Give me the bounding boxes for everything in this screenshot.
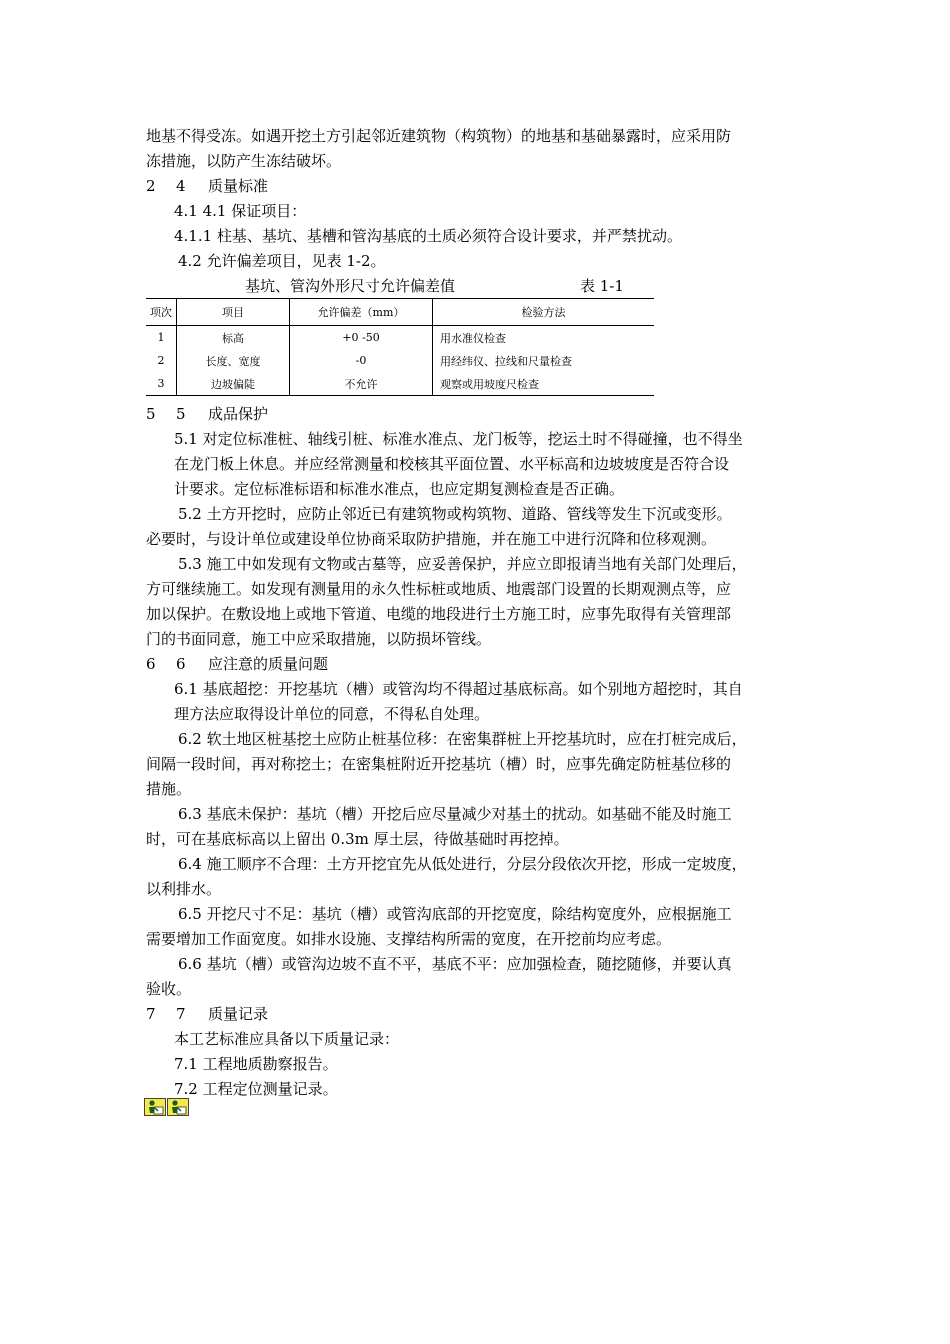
section-number: 7 bbox=[146, 1005, 156, 1023]
table-cell: 标高 bbox=[177, 326, 290, 350]
paragraph-line: 7.1 工程地质勘察报告。 bbox=[174, 1055, 338, 1073]
paragraph-line: 4.1 4.1 保证项目： bbox=[174, 202, 307, 220]
paragraph-line: 理方法应取得设计单位的同意，不得私自处理。 bbox=[174, 705, 490, 723]
section-heading-7 bbox=[146, 1002, 268, 1026]
paragraph-line: 地基不得受冻。如遇开挖土方引起邻近建筑物（构筑物）的地基和基础暴露时，应采用防 bbox=[146, 127, 732, 145]
paragraph-line: 6.4 施工顺序不合理：土方开挖宜先从低处进行，分层分段依次开挖，形成一定坡度， bbox=[178, 855, 747, 873]
section-subnumber: 7 bbox=[176, 1005, 186, 1023]
paragraph-line: 4.2 允许偏差项目，见表 1-2。 bbox=[178, 252, 386, 270]
paragraph-line: 以利排水。 bbox=[146, 880, 222, 898]
paragraph-line: 5.1 对定位标准桩、轴线引桩、标准水准点、龙门板等，挖运土时不得碰撞，也不得坐 bbox=[174, 430, 743, 448]
table-cell: 边坡偏陡 bbox=[177, 372, 290, 396]
paragraph-line: 时，可在基底标高以上留出 0.3m 厚土层，待做基础时再挖掉。 bbox=[146, 830, 569, 848]
section-title: 应注意的质量问题 bbox=[208, 655, 329, 673]
paragraph-line: 需要增加工作面宽度。如排水设施、支撑结构所需的宽度，在开挖前均应考虑。 bbox=[146, 930, 672, 948]
section-number: 6 bbox=[146, 655, 156, 673]
table-row bbox=[146, 349, 654, 372]
paragraph-line: 必要时，与设计单位或建设单位协商采取防护措施，并在施工中进行沉降和位移观测。 bbox=[146, 530, 717, 548]
table-cell: 观察或用坡度尺检查 bbox=[433, 372, 655, 396]
paragraph-line: 冻措施，以防产生冻结破坏。 bbox=[146, 152, 342, 170]
table-row bbox=[146, 372, 654, 396]
table-cell: -0 bbox=[290, 349, 433, 372]
section-number: 5 bbox=[146, 405, 156, 423]
table-title: 基坑、管沟外形尺寸允许偏差值 bbox=[245, 277, 456, 295]
paragraph-line: 加以保护。在敷设地上或地下管道、电缆的地段进行土方施工时，应事先取得有关管理部 bbox=[146, 605, 732, 623]
section-title: 质量标准 bbox=[208, 177, 269, 195]
section-subnumber: 4 bbox=[176, 177, 186, 195]
section-title: 质量记录 bbox=[208, 1005, 269, 1023]
person-icon[interactable] bbox=[167, 1098, 189, 1116]
paragraph-line: 计要求。定位标准标语和标准水准点，也应定期复测检查是否正确。 bbox=[174, 480, 625, 498]
paragraph-line: 6.3 基底未保护：基坑（槽）开挖后应尽量减少对基土的扰动。如基础不能及时施工 bbox=[178, 805, 732, 823]
paragraph-line: 5.2 土方开挖时，应防止邻近已有建筑物或构筑物、道路、管线等发生下沉或变形。 bbox=[178, 505, 732, 523]
section-number: 2 bbox=[146, 177, 156, 195]
paragraph-line: 6.6 基坑（槽）或管沟边坡不直不平，基底不平：应加强检查，随挖随修，并要认真 bbox=[178, 955, 732, 973]
icon-group bbox=[144, 1098, 190, 1116]
table-cell: +0 -50 bbox=[290, 326, 433, 350]
paragraph-line: 措施。 bbox=[146, 780, 192, 798]
paragraph-line: 本工艺标准应具备以下质量记录： bbox=[174, 1030, 400, 1048]
section-heading-5 bbox=[146, 402, 268, 426]
person-icon[interactable] bbox=[144, 1098, 166, 1116]
section-subnumber: 5 bbox=[176, 405, 186, 423]
header-cell: 项次 bbox=[146, 299, 177, 326]
table-label: 表 1-1 bbox=[580, 277, 624, 295]
paragraph-line: 方可继续施工。如发现有测量用的永久性标桩或地质、地震部门设置的长期观测点等，应 bbox=[146, 580, 732, 598]
table-cell: 1 bbox=[146, 326, 177, 350]
table-header-row bbox=[146, 299, 654, 326]
header-cell: 检验方法 bbox=[433, 299, 655, 326]
paragraph-line: 6.2 软土地区桩基挖土应防止桩基位移：在密集群桩上开挖基坑时，应在打桩完成后， bbox=[178, 730, 747, 748]
table-cell: 3 bbox=[146, 372, 177, 396]
table-cell: 长度、宽度 bbox=[177, 349, 290, 372]
header-cell: 允许偏差（mm） bbox=[290, 299, 433, 326]
paragraph-line: 7.2 工程定位测量记录。 bbox=[174, 1080, 338, 1098]
paragraph-line: 4.1.1 柱基、基坑、基槽和管沟基底的土质必须符合设计要求，并严禁扰动。 bbox=[174, 227, 682, 245]
paragraph-line: 6.1 基底超挖：开挖基坑（槽）或管沟均不得超过基底标高。如个别地方超挖时，其自 bbox=[174, 680, 743, 698]
paragraph-line: 门的书面同意，施工中应采取措施，以防损坏管线。 bbox=[146, 630, 492, 648]
table-cell: 2 bbox=[146, 349, 177, 372]
section-heading-6 bbox=[146, 652, 328, 676]
paragraph-line: 在龙门板上休息。并应经常测量和校核其平面位置、水平标高和边坡坡度是否符合设 bbox=[174, 455, 730, 473]
section-heading-4 bbox=[146, 174, 268, 198]
header-cell: 项目 bbox=[177, 299, 290, 326]
table-cell: 用经纬仪、拉线和尺量检查 bbox=[440, 354, 572, 368]
table-cell: 不允许 bbox=[290, 372, 433, 396]
table-row bbox=[146, 326, 654, 350]
paragraph-line: 5.3 施工中如发现有文物或古墓等，应妥善保护，并应立即报请当地有关部门处理后， bbox=[178, 555, 747, 573]
section-subnumber: 6 bbox=[176, 655, 186, 673]
paragraph-line: 6.5 开挖尺寸不足：基坑（槽）或管沟底部的开挖宽度，除结构宽度外，应根据施工 bbox=[178, 905, 732, 923]
section-title: 成品保护 bbox=[208, 405, 269, 423]
table-cell: 用水准仪检查 bbox=[440, 331, 506, 345]
paragraph-line: 验收。 bbox=[146, 980, 192, 998]
paragraph-line: 间隔一段时间，再对称挖土；在密集桩附近开挖基坑（槽）时，应事先确定防桩基位移的 bbox=[146, 755, 732, 773]
tolerance-table bbox=[146, 298, 654, 396]
